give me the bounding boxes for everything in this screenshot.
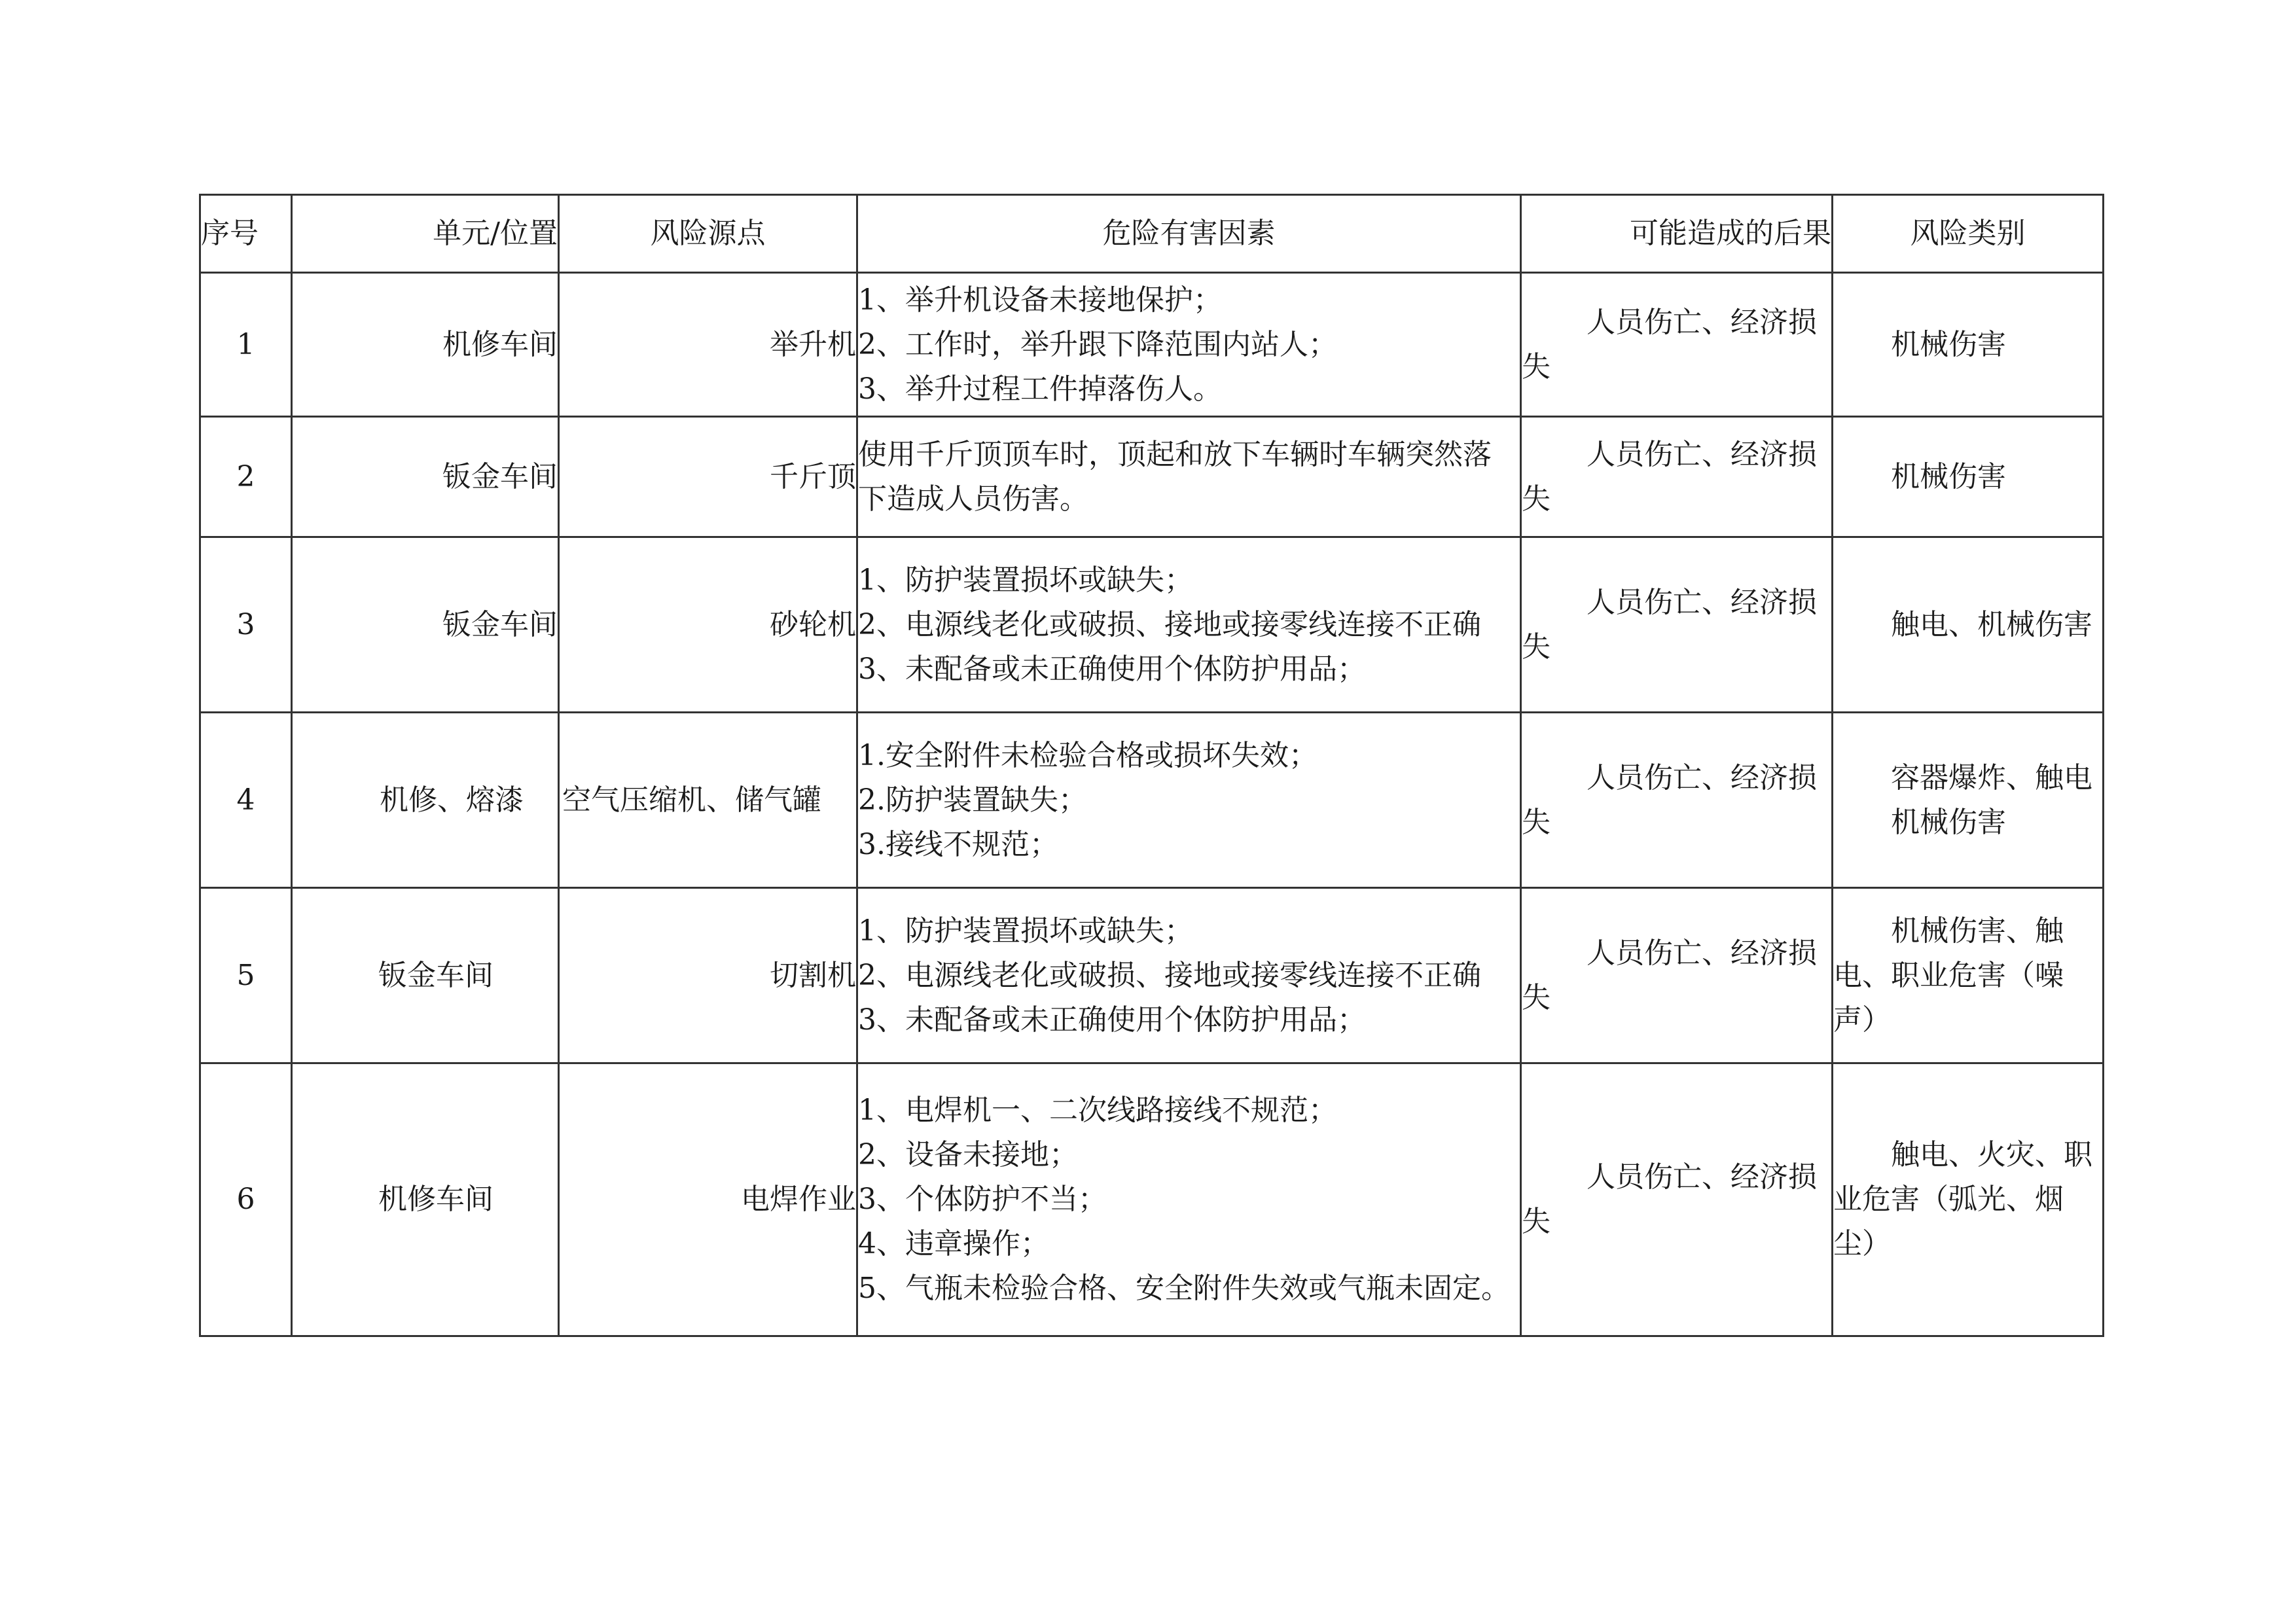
- consequence-line: 失: [1522, 630, 1551, 664]
- row-number: 5: [200, 888, 292, 1063]
- header-consequence: 可能造成的后果: [1521, 195, 1833, 273]
- hazard-line: 4、违章操作；: [858, 1227, 1049, 1260]
- row-number: 4: [200, 713, 292, 888]
- hazard-line: 3、未配备或未正确使用个体防护用品；: [858, 652, 1366, 686]
- consequence-cell: [1521, 888, 1833, 1063]
- header-no: 序号: [200, 195, 292, 273]
- hazard-line: 2、电源线老化或破损、接地或接零线连接不正确: [858, 958, 1481, 992]
- hazard-line: 2、电源线老化或破损、接地或接零线连接不正确: [858, 607, 1481, 641]
- category-text: 触电、机械伤害: [1891, 607, 2092, 641]
- category-text: 容器爆炸、触电机械伤害: [1891, 760, 2092, 839]
- category-cell: [1833, 1063, 2104, 1336]
- source-cell: 砂轮机: [559, 537, 857, 713]
- unit-cell: 机修车间: [292, 1063, 559, 1336]
- hazard-line: 3、个体防护不当；: [858, 1183, 1107, 1216]
- row-number: 2: [200, 417, 292, 537]
- hazard-line: 3、举升过程工件掉落伤人。: [858, 372, 1222, 406]
- table-row: [200, 417, 2104, 537]
- hazard-line: 1、举升机设备未接地保护；: [858, 283, 1222, 317]
- source-cell: 空气压缩机、储气罐: [559, 713, 857, 888]
- consequence-line: 失: [1522, 349, 1551, 383]
- hazard-line: 3、未配备或未正确使用个体防护用品；: [858, 1003, 1366, 1037]
- consequence-line: 失: [1522, 980, 1551, 1014]
- source-cell: 电焊作业: [559, 1063, 857, 1336]
- source-cell: 千斤顶: [559, 417, 857, 537]
- category-text: 机械伤害: [1891, 459, 2006, 493]
- hazards-cell: [857, 537, 1521, 713]
- row-number: 6: [200, 1063, 292, 1336]
- risk-table: [199, 194, 2104, 1337]
- consequence-line: 失: [1522, 482, 1551, 516]
- category-cell: [1833, 537, 2104, 713]
- consequence-line: 人员伤亡、经济损: [1587, 1160, 1817, 1194]
- category-cell: [1833, 417, 2104, 537]
- hazard-line: 1、电焊机一、二次线路接线不规范；: [858, 1094, 1337, 1127]
- hazard-line: 2、设备未接地；: [858, 1138, 1078, 1171]
- unit-cell: 机修车间: [292, 273, 559, 417]
- consequence-line: 人员伤亡、经济损: [1587, 437, 1817, 471]
- unit-cell: 钣金车间: [292, 888, 559, 1063]
- category-text: 机械伤害: [1891, 327, 2006, 361]
- row-number: 1: [200, 273, 292, 417]
- table-row: [200, 1063, 2104, 1336]
- table-header-row: [200, 195, 2104, 273]
- category-cell: [1833, 273, 2104, 417]
- hazard-line: 1、防护装置损坏或缺失；: [858, 563, 1193, 597]
- hazard-line: 2、工作时，举升跟下降范围内站人；: [858, 327, 1337, 361]
- table-row: [200, 537, 2104, 713]
- consequence-cell: [1521, 417, 1833, 537]
- consequence-line: 人员伤亡、经济损: [1587, 936, 1817, 970]
- hazard-line: 使用千斤顶顶车时，顶起和放下车辆时车辆突然落下造成人员伤害。: [858, 437, 1492, 516]
- hazard-line: 1.安全附件未检验合格或损坏失效；: [858, 738, 1318, 772]
- hazard-line: 5、气瓶未检验合格、安全附件失效或气瓶未固定。: [858, 1272, 1510, 1305]
- category-cell: [1833, 888, 2104, 1063]
- hazards-cell: [857, 417, 1521, 537]
- consequence-cell: [1521, 713, 1833, 888]
- hazard-line: 3.接线不规范；: [858, 827, 1058, 861]
- unit-cell: 钣金车间: [292, 537, 559, 713]
- consequence-cell: [1521, 1063, 1833, 1336]
- header-unit: 单元/位置: [292, 195, 559, 273]
- hazards-cell: [857, 713, 1521, 888]
- consequence-line: 人员伤亡、经济损: [1587, 585, 1817, 619]
- consequence-line: 人员伤亡、经济损: [1587, 760, 1817, 794]
- table-row: [200, 273, 2104, 417]
- category-cell: [1833, 713, 2104, 888]
- hazard-line: 2.防护装置缺失；: [858, 783, 1087, 817]
- consequence-cell: [1521, 273, 1833, 417]
- category-text: 触电、火灾、职业危害（弧光、烟尘）: [1833, 1138, 2092, 1260]
- consequence-line: 失: [1522, 1205, 1551, 1238]
- hazards-cell: [857, 273, 1521, 417]
- header-source: 风险源点: [559, 195, 857, 273]
- row-number: 3: [200, 537, 292, 713]
- table-row: [200, 888, 2104, 1063]
- header-category: 风险类别: [1833, 195, 2104, 273]
- hazards-cell: [857, 888, 1521, 1063]
- consequence-line: 失: [1522, 805, 1551, 839]
- table-row: [200, 713, 2104, 888]
- consequence-cell: [1521, 537, 1833, 713]
- hazards-cell: [857, 1063, 1521, 1336]
- header-hazards: 危险有害因素: [857, 195, 1521, 273]
- source-cell: 切割机: [559, 888, 857, 1063]
- unit-cell: 机修、熔漆: [292, 713, 559, 888]
- hazard-line: 1、防护装置损坏或缺失；: [858, 914, 1193, 948]
- consequence-line: 人员伤亡、经济损: [1587, 305, 1817, 339]
- unit-cell: 钣金车间: [292, 417, 559, 537]
- category-text: 机械伤害、触电、职业危害（噪声）: [1833, 914, 2064, 1037]
- source-cell: 举升机: [559, 273, 857, 417]
